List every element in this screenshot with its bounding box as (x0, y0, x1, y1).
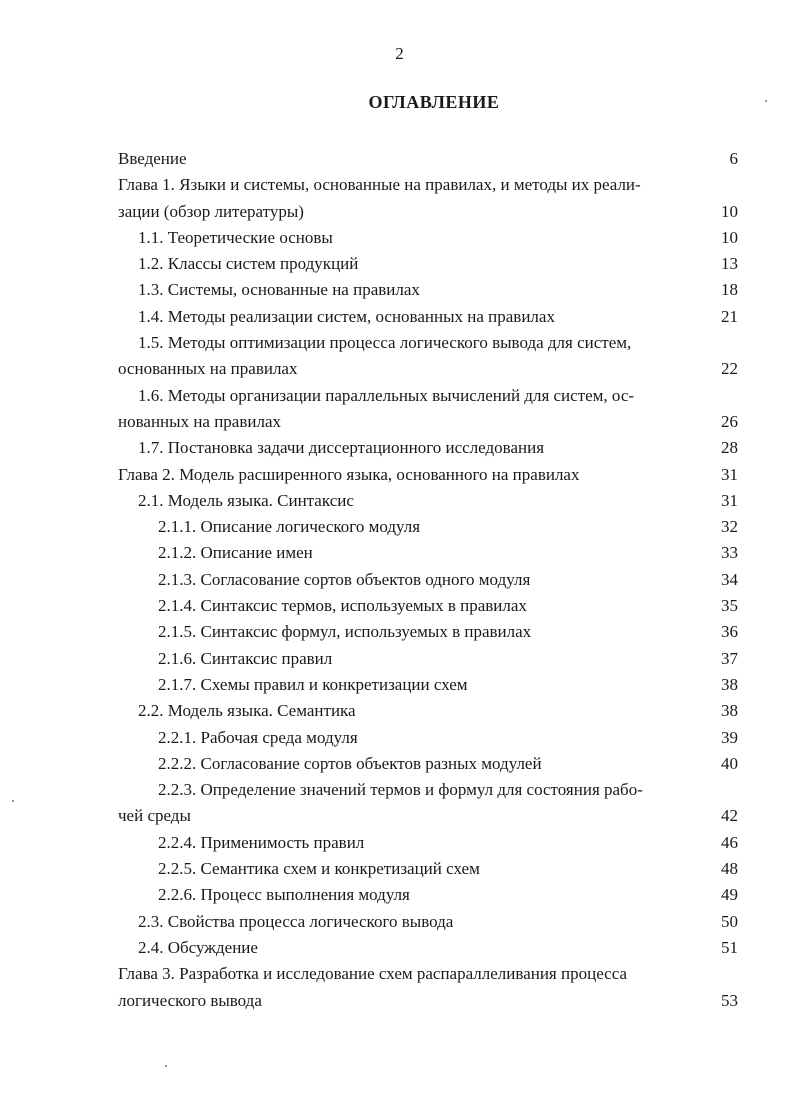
toc-entry-text: основанных на правилах (118, 359, 298, 379)
toc-entry-text: 2.1. Модель языка. Синтаксис (138, 490, 354, 510)
toc-page-number: 35 (721, 596, 738, 616)
toc-page-number: 31 (721, 490, 738, 510)
toc-entry (118, 935, 738, 961)
toc-page-number: 38 (721, 701, 738, 721)
toc-entry-text: 1.7. Постановка задачи диссертационного исследования (138, 438, 545, 458)
toc-page-number: 10 (721, 201, 738, 221)
toc-page-number: 36 (721, 622, 738, 642)
toc-page-number: 46 (721, 832, 738, 852)
table-of-contents (118, 146, 738, 1014)
toc-entry-text: 2.2.1. Рабочая среда модуля (158, 727, 358, 747)
toc-entry-text: чей среды (118, 806, 191, 826)
toc-entry (118, 514, 738, 540)
toc-page-number: 51 (721, 937, 738, 957)
toc-page-number: 31 (721, 464, 738, 484)
toc-entry-text: 2.2.2. Согласование сортов объектов разных модулей (158, 753, 542, 773)
toc-page-number: 22 (721, 359, 738, 379)
toc-page-number: 28 (721, 438, 738, 458)
toc-entry-text: 2.3. Свойства процесса логического вывода (138, 911, 454, 931)
toc-entry-text: 1.3. Системы, основанные на правилах (138, 280, 420, 300)
scan-speck (165, 1065, 167, 1067)
toc-entry-text: 1.6. Методы организации параллельных вычислений для систем, ос- (138, 385, 635, 405)
toc-entry-text: 2.4. Обсуждение (138, 937, 258, 957)
toc-page-number: 6 (729, 149, 738, 168)
toc-page-number: 53 (721, 990, 738, 1010)
toc-entry-text: логического вывода (118, 990, 262, 1010)
toc-entry-text: нованных на правилах (118, 411, 282, 431)
toc-entry-text: 2.1.6. Синтаксис правил (158, 648, 333, 668)
toc-entry-text: 2.2.3. Определение значений термов и формул для состояния рабо- (158, 780, 643, 800)
toc-entry-text: Глава 3. Разработка и исследование схем распараллеливания процесса (118, 964, 628, 984)
toc-entry (118, 961, 738, 1014)
toc-page-number: 49 (721, 885, 738, 905)
toc-entry (118, 330, 738, 383)
toc-page-number: 32 (721, 517, 738, 537)
toc-page-number: 21 (721, 306, 738, 326)
toc-entry (118, 672, 738, 698)
page-number: 2 (395, 44, 404, 63)
toc-page-number: 37 (721, 648, 738, 668)
toc-entry (118, 698, 738, 724)
toc-page-number: 34 (721, 569, 738, 589)
toc-entry-text: 1.4. Методы реализации систем, основанных на правилах (138, 306, 555, 326)
toc-entry (118, 251, 738, 277)
toc-entry (118, 909, 738, 935)
toc-page-number: 18 (721, 280, 738, 300)
page-title: ОГЛАВЛЕНИЕ (368, 92, 500, 112)
toc-entry (118, 777, 738, 830)
toc-entry-text: 1.5. Методы оптимизации процесса логического вывода для систем, (138, 333, 632, 353)
toc-entry-text: 2.1.4. Синтаксис термов, используемых в правилах (158, 596, 527, 616)
toc-entry (118, 593, 738, 619)
scan-speck (12, 800, 14, 802)
toc-entry-text: 1.2. Классы систем продукций (138, 254, 359, 274)
toc-entry (118, 619, 738, 645)
toc-entry (118, 540, 738, 566)
toc-entry-text: 2.2.4. Применимость правил (158, 832, 365, 852)
toc-entry (118, 172, 738, 225)
toc-entry (118, 725, 738, 751)
toc-entry (118, 882, 738, 908)
scan-speck (765, 100, 767, 102)
toc-entry (118, 383, 738, 436)
toc-entry (118, 751, 738, 777)
toc-entry (118, 567, 738, 593)
toc-page-number: 10 (721, 227, 738, 247)
toc-entry (118, 146, 738, 172)
toc-entry-text: 2.2. Модель языка. Семантика (138, 701, 356, 721)
toc-entry (118, 277, 738, 303)
toc-entry-text: 2.1.2. Описание имен (158, 543, 313, 563)
toc-entry (118, 225, 738, 251)
toc-entry (118, 646, 738, 672)
toc-page-number: 39 (721, 727, 738, 747)
toc-page-number: 50 (721, 911, 738, 931)
toc-page-number: 26 (721, 411, 738, 431)
toc-entry-text: Глава 2. Модель расширенного языка, основанного на правилах (118, 464, 580, 484)
toc-entry (118, 304, 738, 330)
toc-entry (118, 462, 738, 488)
toc-entry-text: 2.1.1. Описание логического модуля (158, 517, 421, 537)
toc-entry-text: 2.2.5. Семантика схем и конкретизаций схем (158, 859, 480, 879)
toc-page-number: 40 (721, 753, 738, 773)
toc-entry-text: Введение (118, 149, 187, 168)
toc-entry (118, 435, 738, 461)
toc-page-number: 38 (721, 674, 738, 694)
toc-entry (118, 856, 738, 882)
toc-entry-text: 2.1.5. Синтаксис формул, используемых в правилах (158, 622, 532, 642)
toc-entry-text: Глава 1. Языки и системы, основанные на правилах, и методы их реали- (118, 175, 641, 195)
toc-page-number: 13 (721, 254, 738, 274)
toc-entry-text: 1.1. Теоретические основы (138, 227, 333, 247)
toc-entry (118, 830, 738, 856)
toc-entry-text: 2.1.7. Схемы правил и конкретизации схем (158, 674, 468, 694)
toc-entry-text: зации (обзор литературы) (118, 201, 304, 221)
toc-page-number: 42 (721, 806, 738, 826)
toc-entry (118, 488, 738, 514)
toc-entry-text: 2.1.3. Согласование сортов объектов одного модуля (158, 569, 531, 589)
toc-page-number: 33 (721, 543, 738, 563)
toc-entry-text: 2.2.6. Процесс выполнения модуля (158, 885, 410, 905)
toc-page-number: 48 (721, 859, 738, 879)
